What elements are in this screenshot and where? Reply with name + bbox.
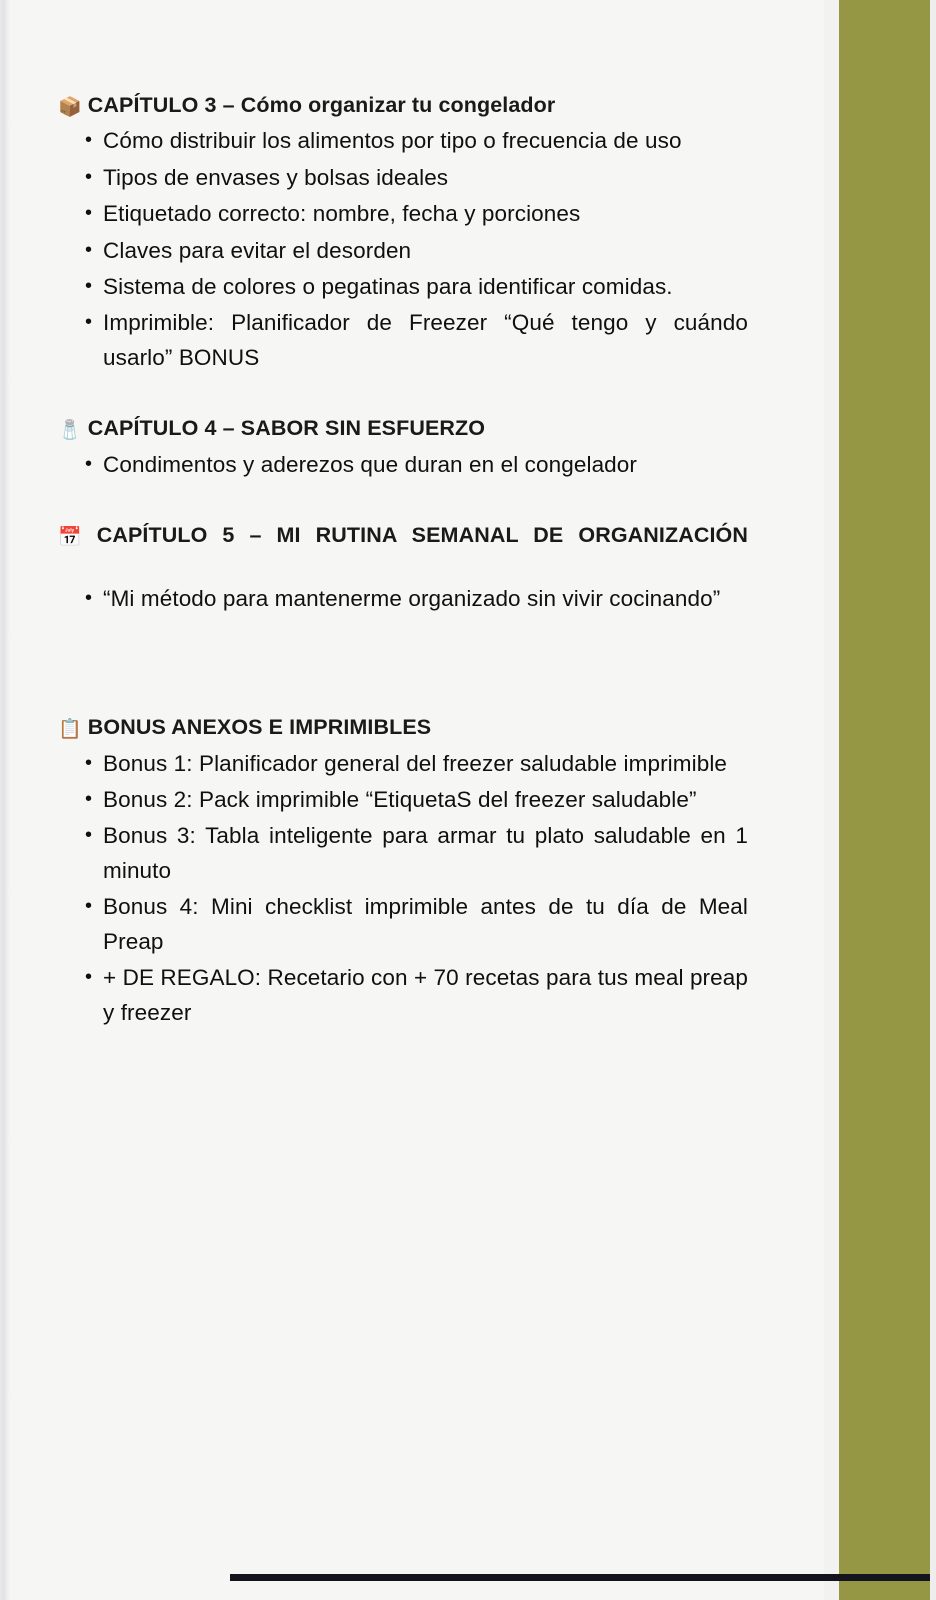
list-item-text: Imprimible: Planificador de Freezer “Qué tengo y cuándo usarlo” BONUS bbox=[103, 310, 748, 370]
page-left-spine-shadow bbox=[0, 0, 11, 1600]
page-right-gutter bbox=[824, 0, 839, 1600]
list-item-text: + DE REGALO: Recetario con + 70 recetas para tus meal preap y freezer bbox=[103, 965, 748, 1025]
list-item bbox=[58, 819, 748, 888]
section-spacer-large bbox=[58, 618, 748, 714]
section-capitulo-4 bbox=[58, 415, 748, 482]
section-capitulo-3 bbox=[58, 92, 748, 375]
bullet-list-capitulo-4 bbox=[58, 448, 748, 482]
list-item bbox=[58, 961, 748, 1030]
list-item bbox=[58, 197, 748, 231]
section-heading-capitulo-3 bbox=[58, 92, 748, 120]
content-column bbox=[58, 92, 748, 1032]
section-heading-capitulo-4 bbox=[58, 415, 748, 443]
olive-accent-band bbox=[839, 0, 930, 1600]
section-heading-capitulo-5 bbox=[58, 522, 748, 578]
list-item-text: Condimentos y aderezos que duran en el congelador bbox=[103, 451, 638, 477]
bullet-list-capitulo-5 bbox=[58, 582, 748, 616]
list-item bbox=[58, 783, 748, 817]
list-item bbox=[58, 270, 748, 304]
calendar-icon: 📅 bbox=[58, 527, 91, 548]
section-spacer bbox=[58, 484, 748, 522]
section-heading-text: BONUS ANEXOS E IMPRIMIBLES bbox=[87, 715, 432, 740]
list-item-text: Etiquetado correcto: nombre, fecha y porciones bbox=[103, 201, 581, 227]
list-item bbox=[58, 306, 748, 375]
list-item-text: “Mi método para mantenerme organizado sin vivir cocinando” bbox=[103, 585, 721, 611]
list-item bbox=[58, 124, 748, 158]
list-item-text: Cómo distribuir los alimentos por tipo o frecuencia de uso bbox=[103, 128, 682, 154]
bullet-list-capitulo-3 bbox=[58, 124, 748, 375]
list-item-text: Bonus 3: Tabla inteligente para armar tu plato saludable en 1 minuto bbox=[103, 823, 748, 883]
page-right-edge bbox=[930, 0, 936, 1600]
section-heading-bonus bbox=[58, 714, 748, 742]
section-heading-text: CAPÍTULO 4 – SABOR SIN ESFUERZO bbox=[87, 416, 486, 441]
section-capitulo-5 bbox=[58, 522, 748, 616]
list-item bbox=[58, 161, 748, 195]
section-heading-text: CAPÍTULO 5 – MI RUTINA SEMANAL DE ORGANIZACIÓN bbox=[96, 523, 748, 547]
list-item bbox=[58, 234, 748, 268]
section-bonus-anexos bbox=[58, 714, 748, 1030]
section-heading-text: CAPÍTULO 3 – Cómo organizar tu congelador bbox=[87, 93, 556, 117]
list-item-text: Bonus 4: Mini checklist imprimible antes de tu día de Meal Preap bbox=[103, 894, 748, 954]
salt-shaker-icon: 🧂 bbox=[58, 420, 82, 442]
list-item bbox=[58, 582, 748, 616]
list-item bbox=[58, 890, 748, 959]
bullet-list-bonus bbox=[58, 747, 748, 1030]
list-item-text: Bonus 1: Planificador general del freezer saludable imprimible bbox=[103, 750, 728, 776]
list-item-text: Tipos de envases y bolsas ideales bbox=[103, 164, 449, 190]
package-box-icon: 📦 bbox=[58, 97, 82, 118]
list-item bbox=[58, 448, 748, 482]
clipboard-icon: 📋 bbox=[58, 719, 82, 741]
list-item-text: Claves para evitar el desorden bbox=[103, 237, 412, 263]
section-spacer bbox=[58, 377, 748, 415]
list-item-text: Sistema de colores o pegatinas para identificar comidas. bbox=[103, 274, 673, 299]
list-item bbox=[58, 747, 748, 781]
page-bottom-rule bbox=[230, 1574, 930, 1581]
list-item-text: Bonus 2: Pack imprimible “EtiquetaS del freezer saludable” bbox=[103, 786, 697, 812]
